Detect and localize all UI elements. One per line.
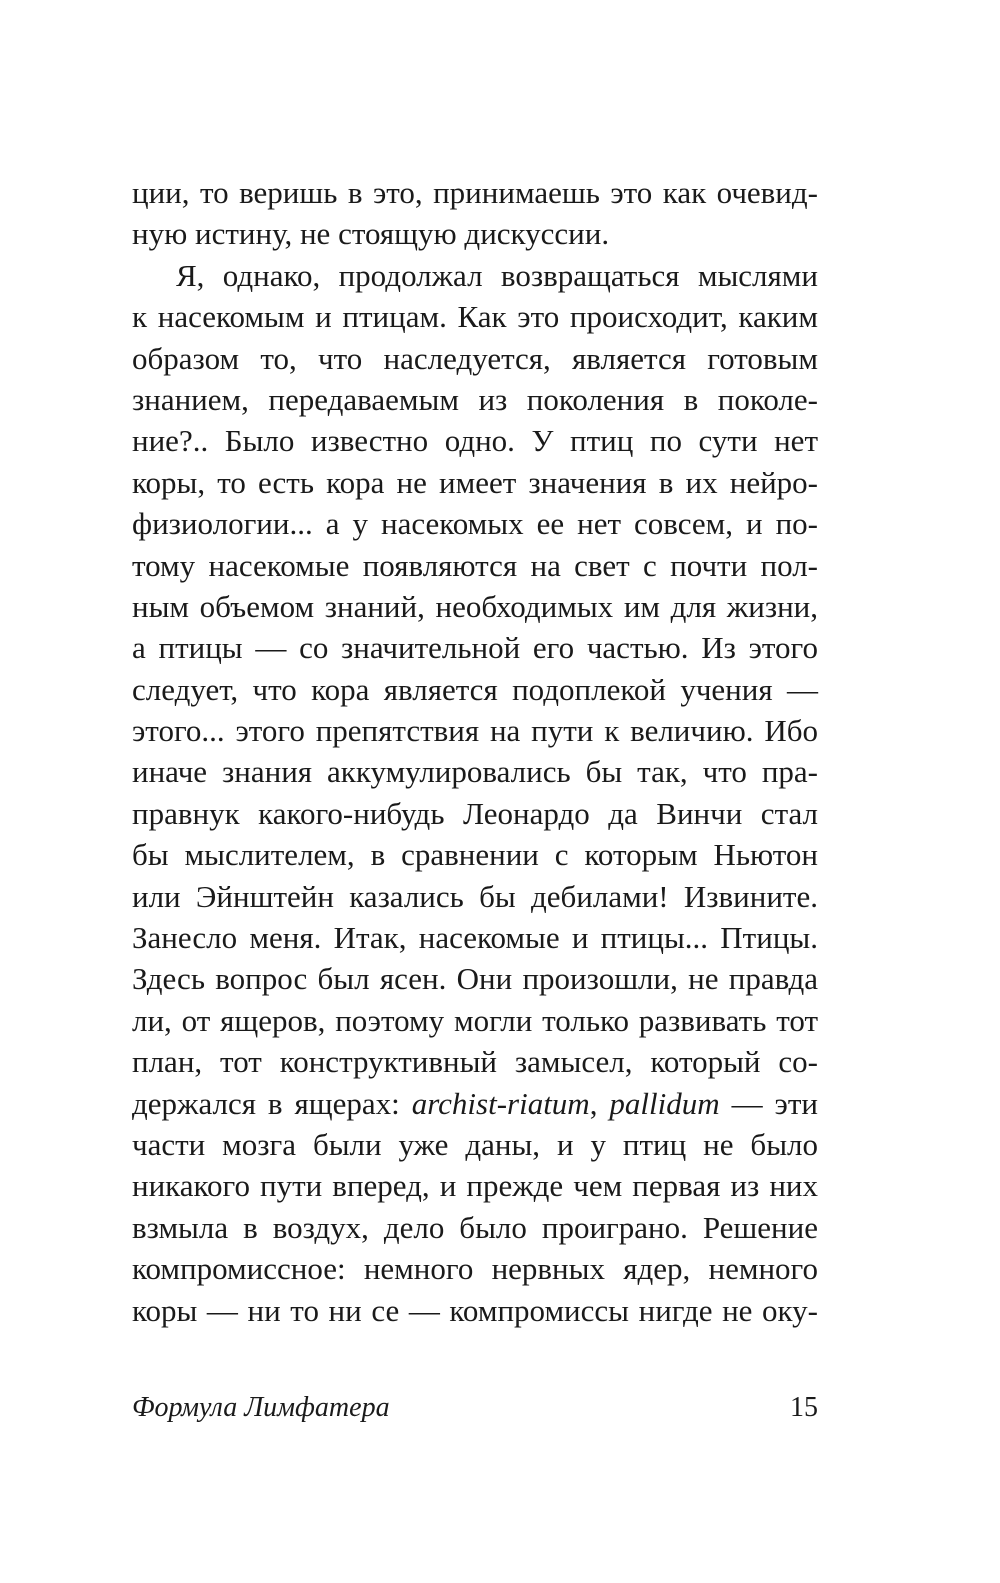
running-title: Формула Лимфатера (132, 1392, 390, 1423)
line-text-after: — эти (719, 1085, 818, 1121)
text-line: физиологии... а у насекомых ее нет совсем, и по- (132, 506, 818, 542)
text-line: части мозга были уже даны, и у птиц не было (132, 1126, 818, 1162)
text-line: образом то, что наследуется, является готовым (132, 340, 818, 376)
text-line-with-latin-terms (132, 1083, 818, 1124)
text-line: ции, то веришь в это, принимаешь это как очевид- (132, 175, 818, 210)
text-line: коры — ни то ни се — компромиссы нигде не оку- (132, 1292, 818, 1328)
text-line: знанием, передаваемым из поколения в поколе- (132, 381, 818, 417)
page-number: 15 (790, 1392, 818, 1423)
text-line: взмыла в воздух, дело было проиграно. Решение (132, 1209, 818, 1245)
text-line: Занесло меня. Итак, насекомые и птицы... Птицы. (132, 920, 818, 956)
text-line: правнук какого-нибудь Леонардо да Винчи стал (132, 795, 818, 831)
text-line: коры, то есть кора не имеет значения в их нейро- (132, 464, 818, 500)
text-line: ным объемом знаний, необходимых им для жизни, (132, 588, 818, 624)
text-line: ние?.. Было известно одно. У птиц по сути нет (132, 423, 818, 459)
text-line: бы мыслителем, в сравнении с которым Ньютон (132, 837, 818, 873)
line-text-before: держался в ящерах: (132, 1085, 412, 1121)
text-line: Я, однако, продолжал возвращаться мыслями (176, 257, 818, 293)
text-line: этого... этого препятствия на пути к величию. Ибо (132, 713, 818, 749)
page-footer (132, 1388, 818, 1428)
text-line: Здесь вопрос был ясен. Они произошли, не правда (132, 961, 818, 997)
text-line: или Эйнштейн казались бы дебилами! Извините. (132, 878, 818, 914)
body-text (132, 172, 818, 1331)
text-line: ли, от ящеров, поэтому могли только развивать тот (132, 1002, 818, 1038)
latin-term-pallidum: pallidum (609, 1085, 720, 1121)
text-line: иначе знания аккумулировались бы так, что пра- (132, 754, 818, 790)
text-line: компромиссное: немного нервных ядер, немного (132, 1251, 818, 1287)
text-line: к насекомым и птицам. Как это происходит, каким (132, 299, 818, 335)
latin-term-archistriatum: archist-riatum (411, 1085, 590, 1121)
text-line: а птицы — со значительной его частью. Из этого (132, 630, 818, 666)
text-line: план, тот конструктивный замысел, который со- (132, 1044, 818, 1080)
text-line: никакого пути вперед, и прежде чем первая из них (132, 1168, 818, 1204)
line-text-comma: , (589, 1085, 610, 1121)
text-line: тому насекомые появляются на свет с почти пол- (132, 547, 818, 583)
text-line: следует, что кора является подоплекой учения — (132, 671, 818, 707)
text-line: ную истину, не стоящую дискуссии. (132, 216, 610, 252)
